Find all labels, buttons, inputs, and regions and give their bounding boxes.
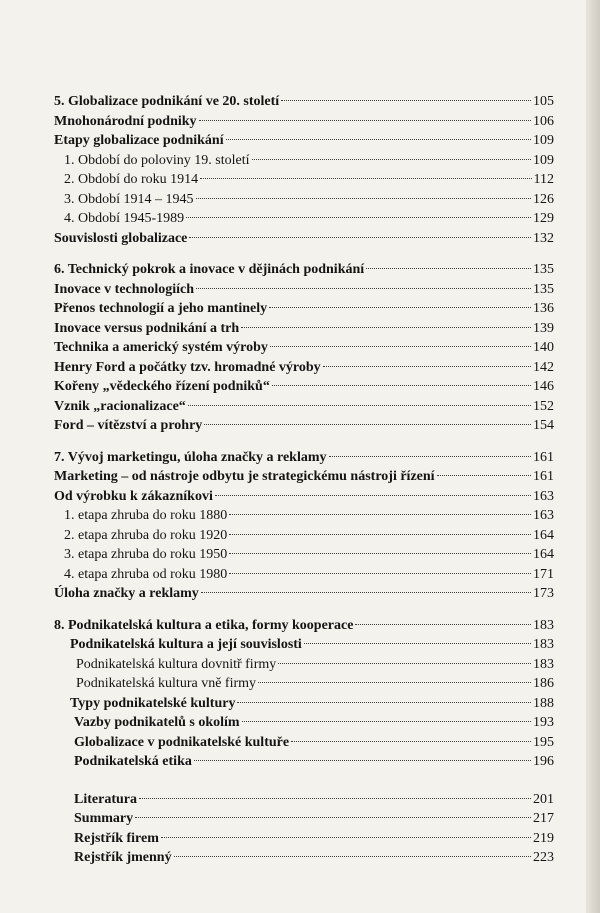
chapter-heading[interactable] [54,448,554,468]
dot-leader [242,721,531,722]
toc-entry-title: 3. Období 1914 – 1945 [64,191,194,207]
toc-entry[interactable] [54,694,554,714]
toc-entry-page: 196 [533,754,554,769]
toc-entry-title: Podnikatelská kultura a její souvislosti [70,637,302,652]
dot-leader [161,837,531,838]
toc-entry-title: 7. Vývoj marketingu, úloha značky a reklamy [54,449,327,465]
chapter-heading[interactable] [54,260,554,280]
toc-entry-page: 161 [533,449,554,465]
dot-leader [229,534,531,535]
toc-entry[interactable] [54,635,554,655]
toc-entry-title: Summary [74,811,134,826]
toc-entry-title: Inovace v technologiích [54,281,194,297]
chapter-heading[interactable] [54,616,554,636]
dot-leader [269,307,531,308]
dot-leader [355,624,531,625]
toc-entry-page: 126 [533,191,554,207]
toc-entry-title: Globalizace v podnikatelské kultuře [74,734,290,750]
dot-leader [237,702,531,703]
dot-leader [229,553,531,554]
toc-entry-page: 161 [533,469,554,484]
toc-entry[interactable] [54,229,554,249]
toc-entry-page: 135 [533,262,554,277]
toc-entry-page: 223 [533,850,554,865]
toc-entry-page: 183 [533,656,554,672]
dot-leader [135,817,531,818]
dot-leader [188,405,531,406]
toc-entry-title: Technika a americký systém výroby [54,340,268,355]
dot-leader [366,268,531,269]
back-matter [54,790,554,868]
toc-entry[interactable] [54,397,554,417]
dot-leader [437,475,531,476]
toc-entry[interactable] [54,299,554,319]
dot-leader [200,178,531,179]
back-matter-entry[interactable] [54,809,554,829]
toc-entry-title: Henry Ford a počátky tzv. hromadné výroby [54,359,321,375]
toc-entry[interactable] [54,170,554,190]
toc-entry[interactable] [54,506,554,526]
dot-leader [204,424,531,425]
toc-entry-page: 193 [533,715,554,730]
dot-leader [186,217,531,218]
toc-entry-title: Souvislosti globalizace [54,230,188,246]
toc-entry-page: 105 [533,94,554,109]
toc-entry-title: Vznik „racionalizace“ [54,398,186,414]
toc-entry-page: 139 [533,320,554,336]
dot-leader [201,592,531,593]
toc-section [54,92,554,248]
dot-leader [174,856,531,857]
dot-leader [258,682,531,683]
toc-entry-page: 152 [533,398,554,414]
toc-entry-page: 173 [533,586,554,601]
toc-entry[interactable] [54,565,554,585]
dot-leader [272,385,531,386]
toc-entry[interactable] [54,190,554,210]
dot-leader [278,663,531,664]
table-of-contents [54,92,554,868]
dot-leader [323,366,531,367]
toc-entry-page: 112 [533,172,554,187]
section-gap [54,248,554,260]
toc-entry[interactable] [54,131,554,151]
toc-entry[interactable] [54,416,554,436]
toc-entry-page: 164 [533,547,554,562]
toc-entry-title: Ford – vítězství a prohry [54,418,203,433]
dot-leader [329,456,532,457]
toc-entry-page: 217 [533,811,554,826]
toc-entry-title: 1. Období do poloviny 19. století [64,152,250,168]
dot-leader [196,198,532,199]
toc-entry-title: 4. Období 1945-1989 [64,211,185,226]
dot-leader [139,798,531,799]
back-matter-entry[interactable] [54,829,554,849]
toc-entry[interactable] [54,713,554,733]
toc-entry-title: 4. etapa zhruba od roku 1980 [64,566,228,582]
dot-leader [199,120,531,121]
toc-entry-page: 109 [533,152,554,168]
page-edge [586,0,600,913]
toc-entry-title: Rejstřík firem [74,830,159,846]
toc-entry[interactable] [54,151,554,171]
toc-entry-title: Marketing – od nástroje odbytu je strategickému nástroji řízení [54,469,435,484]
toc-entry[interactable] [54,338,554,358]
toc-entry-page: 140 [533,340,554,355]
toc-entry[interactable] [54,674,554,694]
toc-entry-page: 136 [533,301,554,316]
back-matter-entry[interactable] [54,848,554,868]
toc-entry[interactable] [54,526,554,546]
toc-entry[interactable] [54,752,554,772]
toc-entry-title: Typy podnikatelské kultury [70,695,236,711]
toc-entry-page: 183 [533,617,554,633]
dot-leader [252,159,532,160]
toc-entry-page: 183 [533,637,554,652]
toc-entry-page: 171 [533,566,554,582]
dot-leader [281,100,531,101]
toc-section [54,448,554,604]
toc-entry-page: 164 [533,527,554,543]
toc-entry-title: 3. etapa zhruba do roku 1950 [64,547,228,562]
section-gap [54,604,554,616]
toc-entry-page: 195 [533,734,554,750]
toc-entry-title: 8. Podnikatelská kultura a etika, formy kooperace [54,617,354,633]
toc-entry-title: Mnohonárodní podniky [54,113,197,129]
dot-leader [304,643,531,644]
toc-entry-title: 5. Globalizace podnikání ve 20. století [54,94,280,109]
toc-entry-title: Podnikatelská etika [74,754,192,769]
toc-entry[interactable] [54,545,554,565]
toc-entry-page: 186 [533,676,554,691]
toc-entry-title: Kořeny „vědeckého řízení podniků“ [54,379,270,394]
toc-entry-page: 146 [533,379,554,394]
toc-entry-title: Podnikatelská kultura vně firmy [76,676,257,691]
section-gap [54,772,554,790]
chapter-heading[interactable] [54,92,554,112]
toc-entry[interactable] [54,209,554,229]
toc-entry-title: 2. etapa zhruba do roku 1920 [64,527,228,543]
toc-section [54,260,554,436]
toc-entry[interactable] [54,733,554,753]
toc-entry[interactable] [54,112,554,132]
toc-entry-page: 135 [533,281,554,297]
dot-leader [215,495,531,496]
toc-entry-page: 132 [533,230,554,246]
toc-entry-title: Od výrobku k zákazníkovi [54,488,213,504]
toc-entry-page: 188 [533,695,554,711]
dot-leader [194,760,531,761]
dot-leader [229,514,531,515]
toc-entry-title: Přenos technologií a jeho mantinely [54,301,268,316]
toc-entry-title: Rejstřík jmenný [74,850,172,865]
toc-entry-page: 219 [533,830,554,846]
toc-entry-title: 6. Technický pokrok a inovace v dějinách podnikání [54,262,365,277]
back-matter-entry[interactable] [54,790,554,810]
toc-entry-page: 106 [533,113,554,129]
toc-entry-page: 142 [533,359,554,375]
toc-entry-page: 163 [533,508,554,523]
toc-entry-title: Úloha značky a reklamy [54,586,199,601]
toc-entry-title: 2. Období do roku 1914 [64,172,199,187]
toc-entry-title: Podnikatelská kultura dovnitř firmy [76,656,277,672]
dot-leader [196,288,531,289]
dot-leader [270,346,531,347]
toc-section [54,616,554,772]
toc-entry[interactable] [54,319,554,339]
dot-leader [226,139,531,140]
toc-entry[interactable] [54,358,554,378]
toc-entry-title: Literatura [74,791,137,807]
toc-entry[interactable] [54,280,554,300]
toc-entry[interactable] [54,584,554,604]
toc-entry-title: 1. etapa zhruba do roku 1880 [64,508,228,523]
toc-entry-page: 201 [533,791,554,807]
toc-entry[interactable] [54,655,554,675]
toc-entry-title: Inovace versus podnikání a trh [54,320,240,336]
toc-entry-title: Etapy globalizace podnikání [54,133,224,148]
dot-leader [241,327,531,328]
toc-entry-page: 154 [533,418,554,433]
toc-entry-page: 109 [533,133,554,148]
dot-leader [189,237,531,238]
dot-leader [291,741,531,742]
dot-leader [229,573,531,574]
toc-entry-title: Vazby podnikatelů s okolím [74,715,240,730]
section-gap [54,436,554,448]
toc-entry-page: 163 [533,488,554,504]
toc-entry[interactable] [54,467,554,487]
toc-entry[interactable] [54,487,554,507]
toc-entry[interactable] [54,377,554,397]
toc-entry-page: 129 [533,211,554,226]
